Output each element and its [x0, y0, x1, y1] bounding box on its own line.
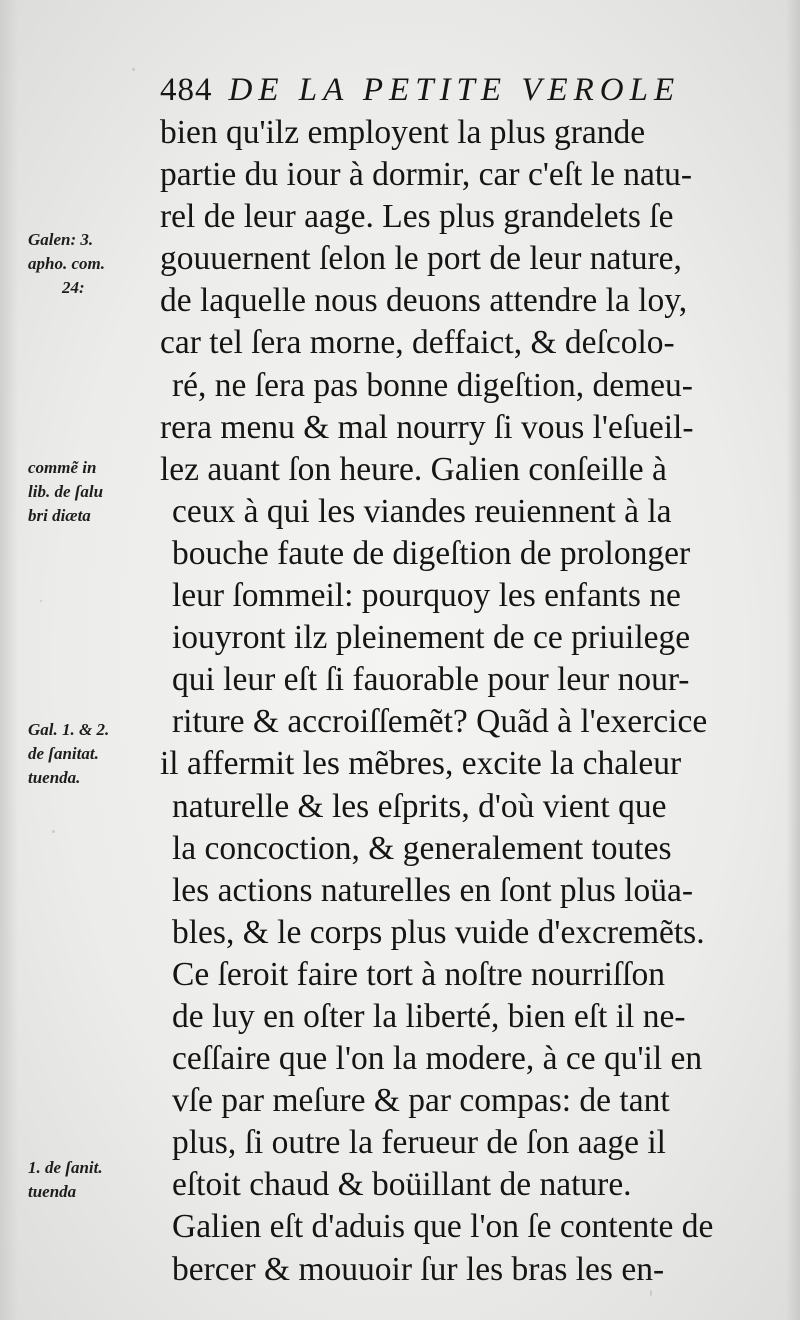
- margin-note-line: tuenda: [28, 1182, 77, 1201]
- paper-speck: [40, 600, 42, 602]
- text-line: plus, ſi outre la ferueur de ſon aage il: [172, 1124, 666, 1162]
- margin-note-line: Gal. 1. & 2.: [28, 720, 110, 739]
- margin-note-line: commẽ in: [28, 458, 97, 477]
- margin-note-gal-sanitat: [28, 718, 158, 790]
- text-line: il affermit les mẽbres, excite la chaleur: [160, 745, 682, 783]
- text-line: ceſſaire que l'on la modere, à ce qu'il en: [172, 1040, 703, 1078]
- margin-note-comment-salubri: [28, 456, 158, 528]
- margin-note-line: bri diæta: [28, 506, 91, 525]
- margin-note-line: lib. de ſalu: [28, 482, 104, 501]
- text-line: eſtoit chaud & boüillant de nature.: [172, 1166, 632, 1204]
- text-line: Ce ſeroit faire tort à noſtre nourriſſon: [172, 955, 666, 993]
- margin-note-line: apho. com.: [28, 254, 105, 273]
- margin-note-line: de ſanitat.: [28, 744, 99, 763]
- page-edge-shadow-left: [0, 0, 18, 1320]
- text-line: de luy en oſter la liberté, bien eſt il ne-: [172, 997, 686, 1035]
- margin-note-line: 1. de ſanit.: [28, 1158, 103, 1177]
- text-line: partie du iour à dormir, car c'eſt le natu-: [160, 156, 693, 194]
- text-line: les actions naturelles en ſont plus loüa-: [172, 871, 693, 909]
- text-line: ceux à qui les viandes reuiennent à la: [172, 492, 672, 530]
- text-line: ré, ne ſera pas bonne digeſtion, demeu-: [172, 366, 693, 404]
- text-line: bercer & mouuoir ſur les bras les en-: [172, 1250, 665, 1288]
- text-line: rera menu & mal nourry ſi vous l'eſueil-: [160, 408, 694, 446]
- text-line: car tel ſera morne, deffaict, & deſcolo-: [160, 324, 675, 362]
- text-line: bouche faute de digeſtion de prolonger: [172, 534, 691, 572]
- page-number: 484: [160, 72, 213, 108]
- text-line: iouyront ilz pleinement de ce priuilege: [172, 619, 691, 657]
- margin-note-line: Galen: 3.: [28, 230, 94, 249]
- paper-speck: [132, 68, 135, 71]
- page-header: [160, 72, 680, 109]
- text-line: bien qu'ilz employent la plus grande: [160, 114, 646, 151]
- paper-speck: [650, 1290, 652, 1296]
- text-line: bles, & le corps plus vuide d'excremẽts.: [172, 913, 705, 951]
- text-line: lez auant ſon heure. Galien conſeille à: [160, 450, 667, 488]
- text-line: vſe par meſure & par compas: de tant: [172, 1082, 670, 1120]
- page-edge-shadow-right: [786, 0, 800, 1320]
- margin-note-line: tuenda.: [28, 768, 81, 787]
- paper-speck: [52, 830, 55, 833]
- margin-note-galen-apho: [28, 228, 158, 300]
- text-line: Galien eſt d'aduis que l'on ſe contente de: [172, 1208, 714, 1246]
- margin-note-line: 24:: [62, 278, 85, 297]
- text-line: riture & accroiſſemẽt? Quãd à l'exercice: [172, 703, 708, 741]
- text-line: la concoction, & generalement toutes: [172, 829, 672, 867]
- text-line: naturelle & les eſprits, d'où vient que: [172, 787, 667, 825]
- body-text: [160, 112, 760, 1291]
- text-line: rel de leur aage. Les plus grandelets ſe: [160, 198, 674, 236]
- running-title: DE LA PETITE VEROLE: [228, 72, 681, 108]
- text-line: leur ſommeil: pourquoy les enfants ne: [172, 577, 681, 615]
- text-line: gouuernent ſelon le port de leur nature,: [160, 240, 682, 278]
- text-line: qui leur eſt ſi fauorable pour leur nour-: [172, 661, 690, 699]
- margin-note-sanit-tuenda: [28, 1156, 158, 1204]
- text-line: de laquelle nous deuons attendre la loy,: [160, 282, 688, 320]
